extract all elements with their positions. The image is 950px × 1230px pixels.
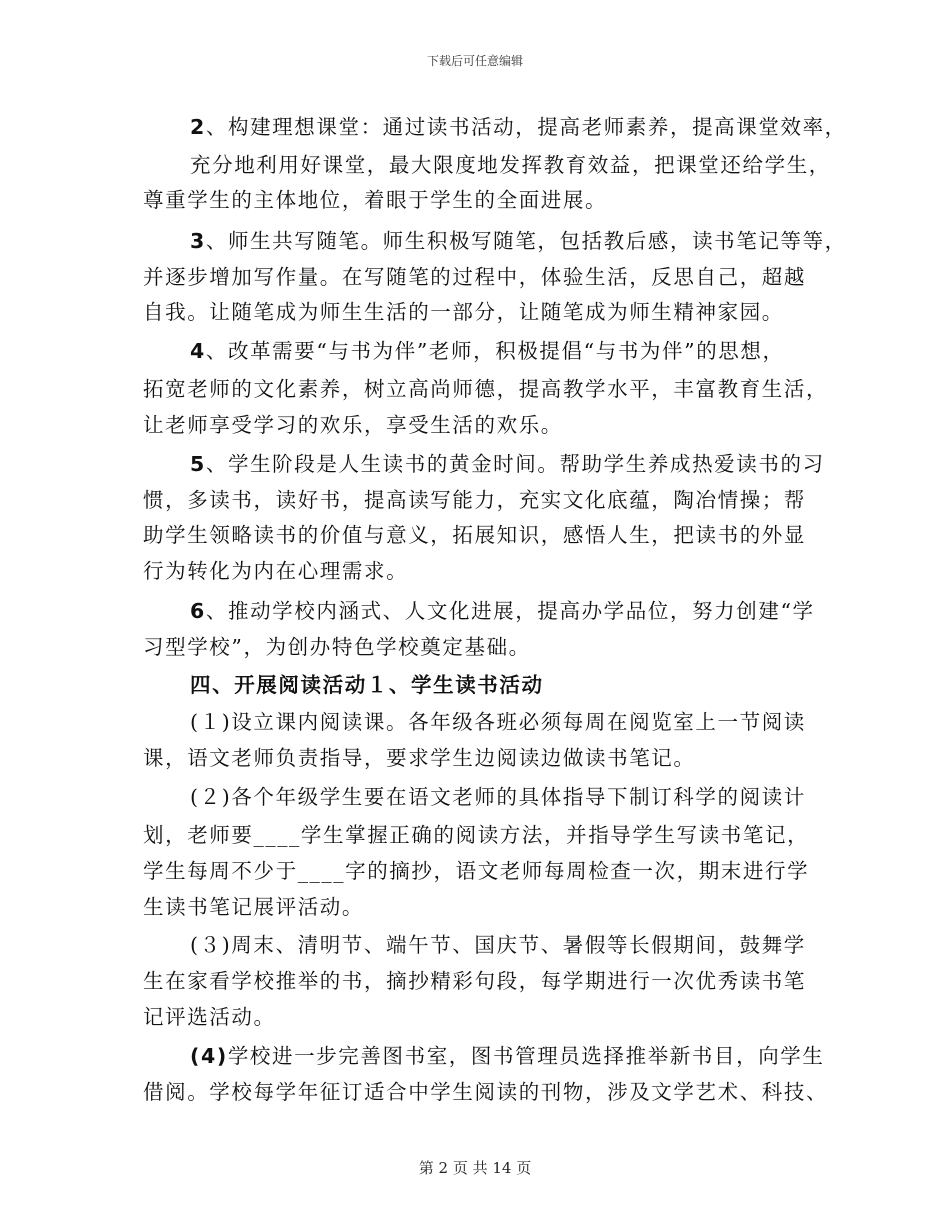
paragraph-5-line-2: 惯，多读书，读好书，提高读写能力，充实文化底蕴，陶冶情操；帮 (143, 488, 806, 512)
item-number: 5 (190, 452, 206, 476)
paragraph-5-line-3: 助学生领略读书的价值与意义，拓展知识，感悟人生，把读书的外显 (143, 523, 806, 547)
item-4-line-2: 借阅。学校每学年征订适合中学生阅读的刊物，涉及文学艺术、科技、 (143, 1080, 829, 1104)
paragraph-6-line-1: 6、推动学校内涵式、人文化进展，提高办学品位，努力创建“学 (190, 599, 815, 623)
item-number: 2 (190, 115, 206, 139)
paragraph-4-line-1: 4、改革需要“与书为伴”老师，积极提倡“与书为伴”的思想， (190, 339, 785, 363)
item-2-line-3: 学生每周不少于____字的摘抄，语文老师每周检查一次，期末进行学 (143, 859, 810, 883)
page-footer: 第 2 页 共 14 页 (418, 1159, 532, 1177)
paragraph-2-line-1: 2、构建理想课堂：通过读书活动，提高老师素养，提高课堂效率， (190, 115, 847, 139)
item-2-line-2: 划，老师要____学生掌握正确的阅读方法，并指导学生写读书笔记， (143, 823, 810, 847)
paragraph-2-line-3: 尊重学生的主体地位，着眼于学生的全面进展。 (143, 188, 608, 212)
item-1-line-2: 课，语文老师负责指导，要求学生边阅读边做读书笔记。 (143, 746, 696, 770)
paragraph-6-line-2: 习型学校”，为创办特色学校奠定基础。 (143, 635, 531, 659)
item-2-line-1: (２)各个年级学生要在语文老师的具体指导下制订科学的阅读计 (190, 785, 806, 809)
item-1-line-1: (１)设立课内阅读课。各年级各班必须每周在阅览室上一节阅读 (190, 710, 806, 734)
paragraph-4-line-2: 拓宽老师的文化素养，树立高尚师德，提高教学水平，丰富教育生活， (143, 377, 829, 401)
item-4-line-1: (4)学校进一步完善图书室，图书管理员选择推举新书目，向学生 (190, 1044, 825, 1068)
section-heading: 四、开展阅读活动１、学生读书活动 (190, 673, 544, 697)
item-number: 6 (190, 599, 206, 623)
item-2-line-4: 生读书笔记展评活动。 (143, 895, 364, 919)
item-number: 3 (190, 229, 206, 253)
item-number: (4) (190, 1044, 228, 1068)
paragraph-3-line-2: 并逐步增加写作量。在写随笔的过程中，体验生活，反思自己，超越 (143, 265, 806, 289)
item-3-line-3: 记评选活动。 (143, 1005, 276, 1029)
paragraph-5-line-4: 行为转化为内在心理需求。 (143, 559, 409, 583)
paragraph-3-line-1: 3、师生共写随笔。师生积极写随笔，包括教后感，读书笔记等等， (190, 229, 847, 253)
paragraph-2-line-2: 充分地利用好课堂，最大限度地发挥教育效益，把课堂还给学生， (190, 153, 831, 177)
paragraph-4-line-3: 让老师享受学习的欢乐，享受生活的欢乐。 (143, 413, 563, 437)
item-3-line-2: 生在家看学校推举的书，摘抄精彩句段，每学期进行一次优秀读书笔 (143, 969, 806, 993)
item-3-line-1: (３)周末、清明节、端午节、国庆节、暑假等长假期间，鼓舞学 (190, 933, 806, 957)
item-number: 4 (190, 339, 206, 363)
page-header: 下载后可任意编辑 (426, 54, 523, 68)
paragraph-5-line-1: 5、学生阶段是人生读书的黄金时间。帮助学生养成热爱读书的习 (190, 452, 825, 476)
paragraph-3-line-3: 自我。让随笔成为师生生活的一部分，让随笔成为师生精神家园。 (143, 300, 784, 324)
